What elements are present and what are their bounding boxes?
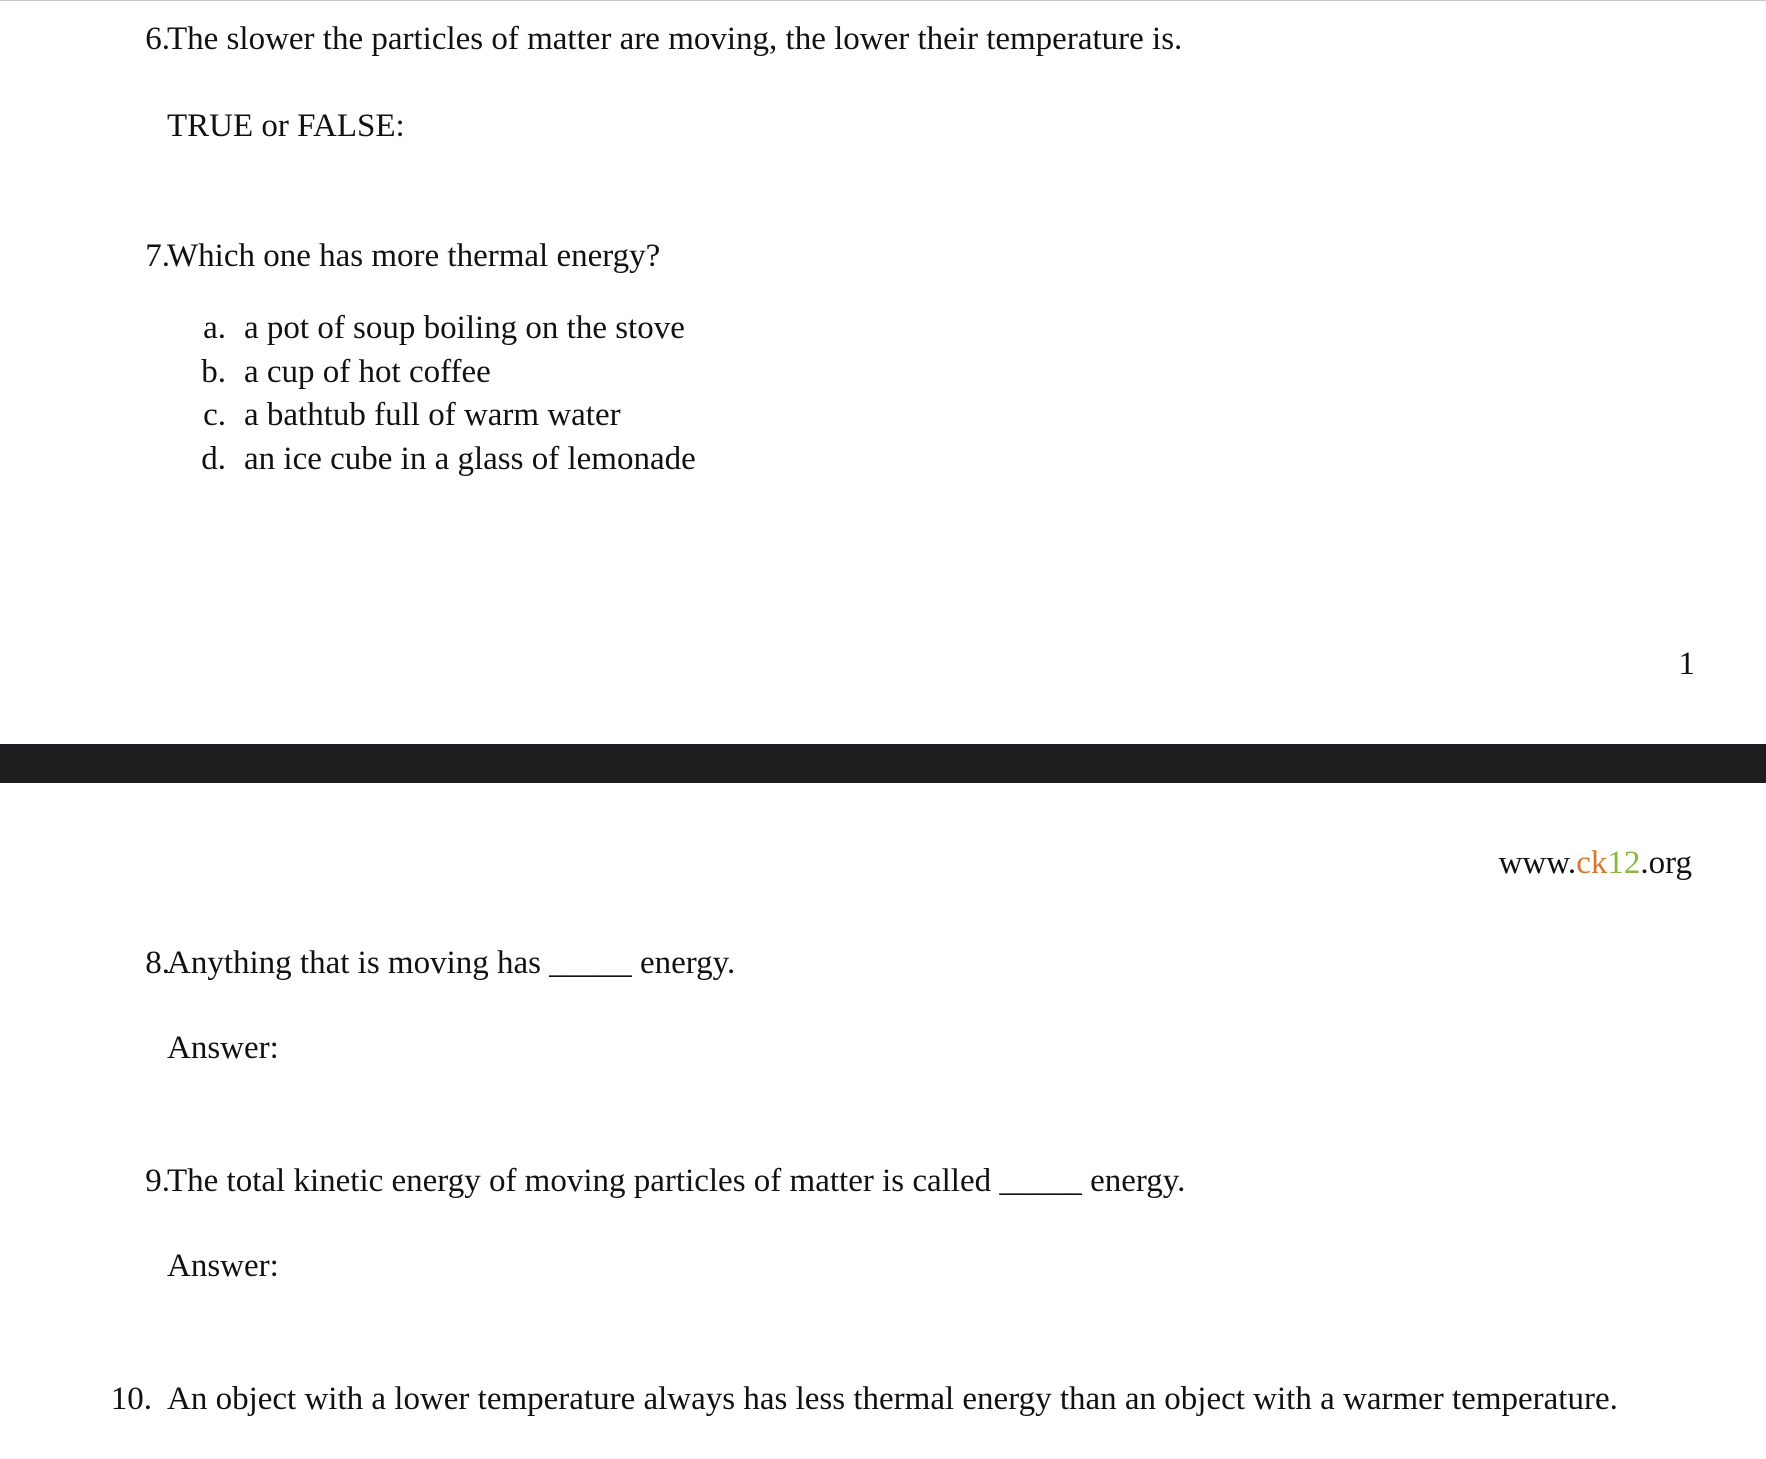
- answer-prompt: Answer:: [167, 1248, 279, 1284]
- question-text: An object with a lower temperature always has less thermal energy than an object with a warmer temperature.: [167, 1381, 1618, 1417]
- page-1: [0, 1, 1766, 744]
- ck12-site-link[interactable]: [1499, 843, 1692, 883]
- question-number: 7.: [145, 238, 170, 274]
- page-number: 1: [1678, 646, 1695, 682]
- true-false-prompt: TRUE or FALSE:: [167, 108, 405, 144]
- option-letter: d.: [201, 441, 226, 477]
- option-text: a pot of soup boiling on the stove: [244, 310, 685, 346]
- site-www: www.: [1498, 845, 1577, 881]
- page-2: [0, 783, 1766, 1459]
- option-letter: c.: [203, 397, 226, 433]
- option-text: a cup of hot coffee: [244, 354, 491, 390]
- question-number: 6.: [145, 21, 170, 57]
- question-number: 8.: [145, 945, 170, 981]
- option-text: a bathtub full of warm water: [244, 397, 621, 433]
- answer-prompt: Answer:: [167, 1030, 279, 1066]
- site-org: .org: [1640, 845, 1692, 881]
- option-text: an ice cube in a glass of lemonade: [244, 441, 696, 477]
- question-number: 10.: [110, 1381, 152, 1417]
- question-text: The slower the particles of matter are moving, the lower their temperature is.: [167, 21, 1183, 57]
- question-text: The total kinetic energy of moving particles of matter is called _____ energy.: [167, 1163, 1186, 1199]
- page-separator: [0, 744, 1766, 783]
- site-ck: ck: [1576, 845, 1608, 881]
- question-text: Anything that is moving has _____ energy.: [167, 945, 736, 981]
- question-text: Which one has more thermal energy?: [167, 238, 661, 274]
- question-number: 9.: [145, 1163, 170, 1199]
- option-letter: a.: [203, 310, 226, 346]
- site-12: 12: [1607, 845, 1641, 881]
- option-letter: b.: [201, 354, 226, 390]
